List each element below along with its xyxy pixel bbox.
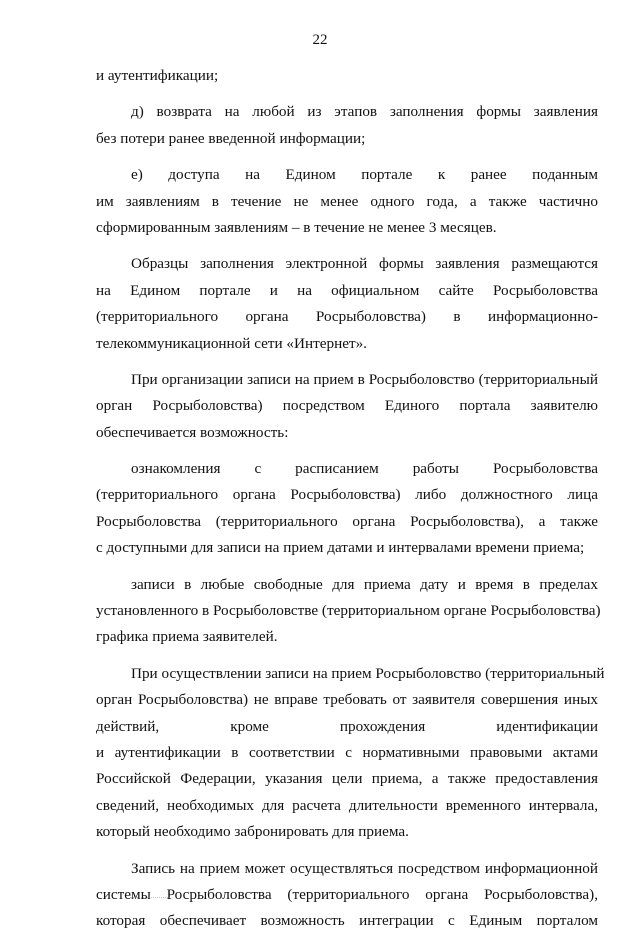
paragraph-gap: [96, 241, 598, 251]
paragraph-gap: [96, 446, 598, 456]
text-line: орган Росрыболовства) посредством Единого портала заявителю: [96, 397, 598, 415]
text-line: д) возврата на любой из этапов заполнения формы заявления: [131, 103, 598, 121]
page-number: 22: [312, 32, 328, 48]
paragraph-gap: [96, 651, 598, 661]
text-line: е) доступа на Едином портале к ранее поданным: [131, 166, 598, 184]
text-line: При организации записи на прием в Росрыболовство (территориальный: [131, 370, 598, 388]
paragraph: [96, 63, 598, 89]
text-line: им заявлениям в течение не менее одного года, а также частично: [96, 192, 598, 210]
text-line: записи в любые свободные для приема дату и время в пределах: [131, 575, 598, 593]
text-line: который необходимо забронировать для приема.: [96, 823, 409, 841]
paragraph: [96, 661, 605, 846]
text-line: (территориального органа Росрыболовства) либо должностного лица: [96, 486, 598, 504]
paragraph: [96, 367, 598, 446]
text-line: Образцы заполнения электронной формы заявления размещаются: [131, 255, 598, 273]
paragraph-gap: [96, 562, 598, 572]
text-line: графика приема заявителей.: [96, 628, 278, 646]
text-line: телекоммуникационной сети «Интернет».: [96, 334, 367, 352]
paragraph: [96, 251, 598, 357]
paragraph-gap: [96, 846, 598, 856]
text-line: сведений, необходимых для расчета длительности временного интервала,: [96, 796, 598, 814]
text-line: (территориального органа Росрыболовства) в информационно-: [96, 308, 598, 326]
text-line: орган Росрыболовства) не вправе требовать от заявителя совершения иных: [96, 691, 598, 709]
text-line: с доступными для записи на прием датами и интервалами времени приема;: [96, 539, 585, 557]
text-line: сформированным заявлениям – в течение не менее 3 месяцев.: [96, 218, 497, 236]
paragraph: [96, 456, 598, 562]
scan-artifact: [130, 897, 170, 900]
text-line: на Едином портале и на официальном сайте Росрыболовства: [96, 281, 598, 299]
text-line: без потери ранее введенной информации;: [96, 129, 366, 147]
paragraph: [96, 99, 598, 152]
text-line: которая обеспечивает возможность интеграции с Единым порталом: [96, 912, 598, 930]
text-line: и аутентификации в соответствии с нормативными правовыми актами: [96, 743, 598, 761]
text-line: Запись на прием может осуществляться посредством информационной: [131, 859, 598, 877]
text-line: Российской Федерации, указания цели приема, а также предоставления: [96, 770, 598, 788]
text-line: Росрыболовства (территориального органа Росрыболовства), а также: [96, 512, 598, 530]
paragraph-gap: [96, 357, 598, 367]
paragraph: [96, 162, 598, 241]
text-line: системы Росрыболовства (территориального органа Росрыболовства),: [96, 885, 598, 903]
paragraph: [96, 572, 601, 651]
paragraph: [96, 856, 598, 935]
text-line: действий, кроме прохождения идентификации: [96, 717, 598, 735]
paragraph-gap: [96, 152, 598, 162]
paragraph-gap: [96, 89, 598, 99]
text-line: ознакомления с расписанием работы Росрыболовства: [131, 460, 598, 478]
text-line: установленного в Росрыболовстве (территориальном органе Росрыболовства): [96, 602, 601, 620]
text-line: При осуществлении записи на прием Росрыболовство (территориальный: [131, 664, 605, 682]
text-line: и аутентификации;: [96, 67, 219, 84]
text-line: обеспечивается возможность:: [96, 423, 289, 441]
document-body: [96, 63, 605, 935]
